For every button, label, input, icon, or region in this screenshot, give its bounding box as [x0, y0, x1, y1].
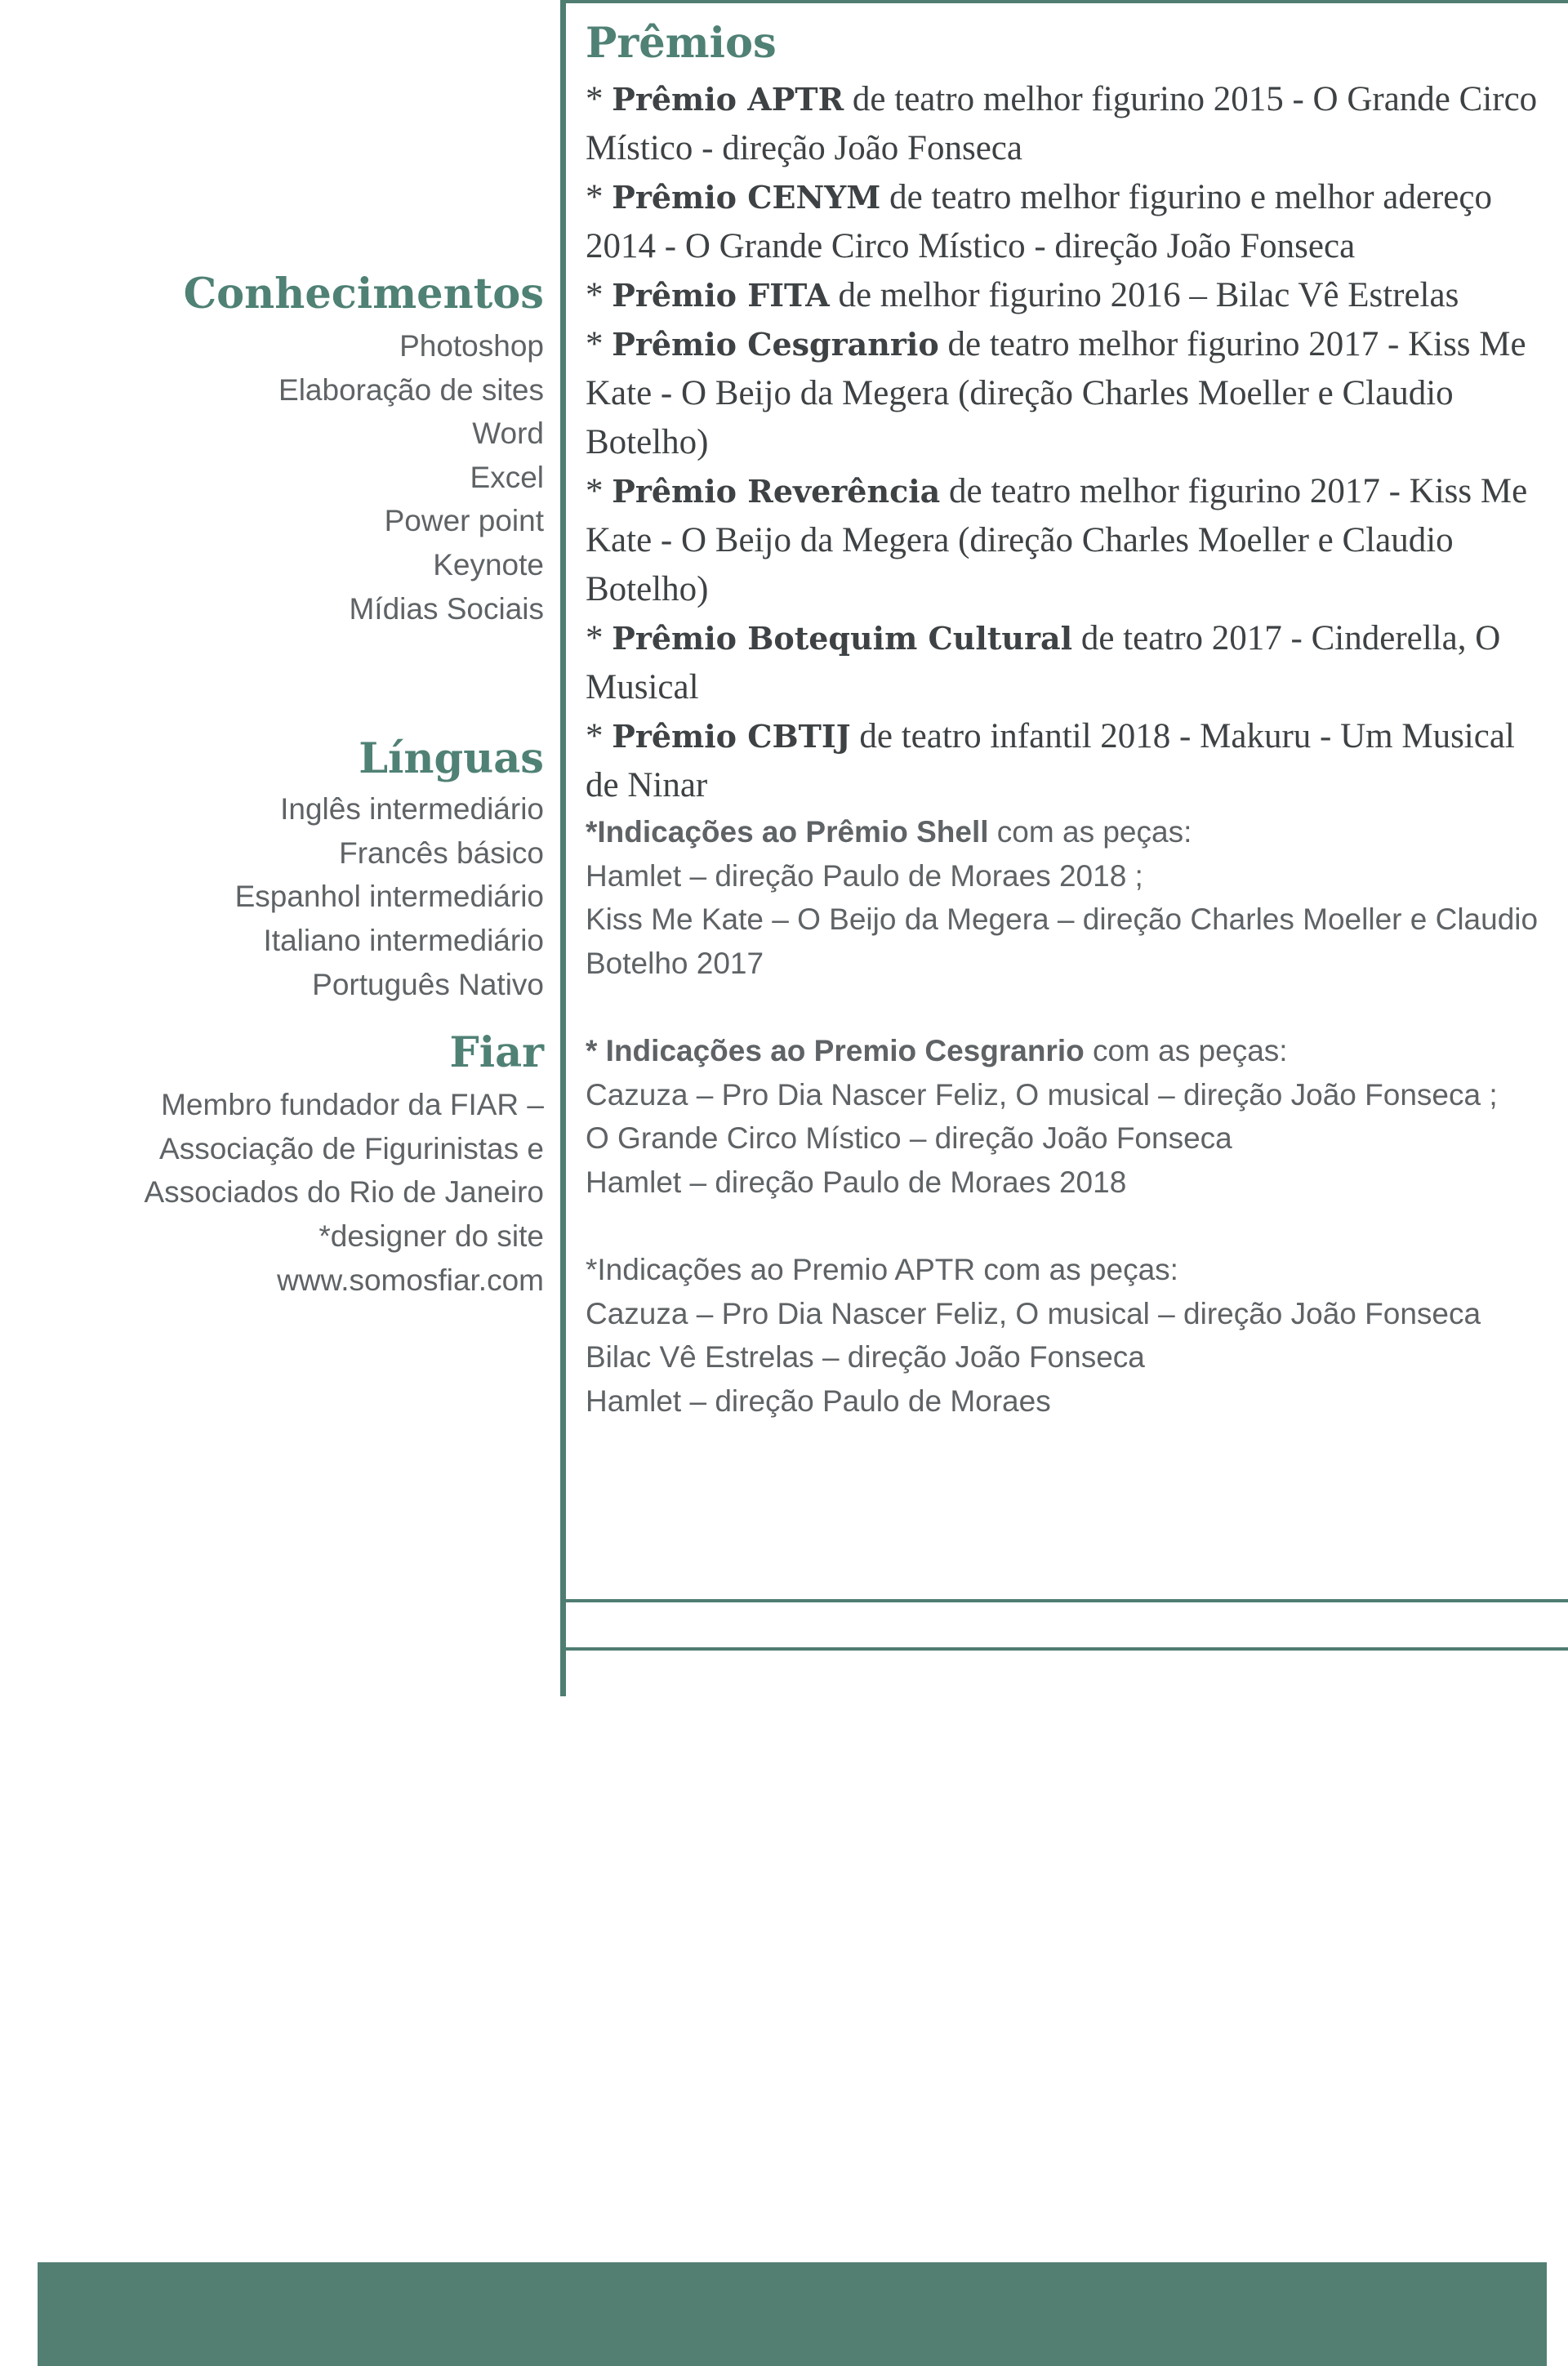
cesgranrio-nominations: [586, 1029, 1553, 1204]
award-name: Prêmio Reverência: [612, 473, 941, 510]
list-item: Italiano intermediário: [263, 923, 544, 957]
list-item: Keynote: [433, 547, 544, 581]
nomination-item: Bilac Vê Estrelas – direção João Fonseca: [586, 1340, 1145, 1375]
list-item: Francês básico: [339, 835, 544, 870]
right-column: [586, 15, 1553, 1423]
conhecimentos-title: Conhecimentos: [183, 270, 544, 319]
premios-title: Prêmios: [586, 19, 777, 68]
fiar-line: Membro fundador da FIAR –: [161, 1088, 544, 1122]
award-item: * Prêmio Cesgranrio de teatro melhor figurino 2017 - Kiss Me Kate - O Beijo da Megera (direção Charles Moeller e Claudio Botelho): [586, 325, 1526, 461]
list-item: Português Nativo: [312, 967, 544, 1001]
bottom-rule-1: [566, 1599, 1568, 1602]
award-item: * Prêmio Reverência de teatro melhor figurino 2017 - Kiss Me Kate - O Beijo da Megera (direção Charles Moeller e Claudio Botelho): [586, 472, 1528, 608]
fiar-line: *designer do site: [318, 1219, 544, 1253]
award-item: * Prêmio CBTIJ de teatro infantil 2018 - Makuru - Um Musical de Ninar: [586, 717, 1515, 804]
nomination-item: Hamlet – direção Paulo de Moraes 2018: [586, 1165, 1127, 1199]
nomination-item: O Grande Circo Místico – direção João Fonseca: [586, 1121, 1232, 1156]
list-item: Power point: [384, 504, 544, 538]
spacer: [586, 985, 1553, 1029]
linguas-title: Línguas: [359, 734, 544, 784]
award-name: Prêmio CENYM: [612, 179, 881, 216]
nomination-item: Hamlet – direção Paulo de Moraes 2018 ;: [586, 858, 1143, 893]
nomination-heading: *Indicações ao Premio APTR com as peças:: [586, 1252, 1178, 1286]
award-name: Prêmio APTR: [612, 81, 844, 118]
list-item: Photoshop: [399, 329, 544, 363]
left-column: [82, 265, 544, 1302]
conhecimentos-section: [82, 265, 544, 630]
nomination-item: Kiss Me Kate – O Beijo da Megera – direção Charles Moeller e Claudio Botelho 2017: [586, 902, 1539, 980]
aptr-nominations: [586, 1248, 1553, 1423]
award-name: Prêmio FITA: [612, 277, 830, 314]
award-name: Prêmio Botequim Cultural: [612, 620, 1073, 657]
award-item: * Prêmio FITA de melhor figurino 2016 – Bilac Vê Estrelas: [586, 276, 1459, 314]
award-item: * Prêmio Botequim Cultural de teatro 2017 - Cinderella, O Musical: [586, 619, 1501, 706]
fiar-website: www.somosfiar.com: [277, 1263, 544, 1297]
nomination-item: Cazuza – Pro Dia Nascer Feliz, O musical – direção João Fonseca: [586, 1296, 1481, 1330]
award-name: Prêmio Cesgranrio: [612, 326, 939, 363]
conhecimentos-list: [82, 324, 544, 630]
list-item: Inglês intermediário: [280, 792, 544, 827]
bottom-rule-2: [566, 1647, 1568, 1651]
shell-nominations: [586, 810, 1553, 985]
fiar-line: Associação de Figurinistas e: [159, 1131, 544, 1165]
linguas-list: [82, 787, 544, 1006]
nomination-item: Hamlet – direção Paulo de Moraes: [586, 1384, 1051, 1418]
award-name: Prêmio CBTIJ: [612, 718, 851, 755]
spacer: [586, 1204, 1553, 1248]
list-item: Espanhol intermediário: [234, 880, 544, 914]
fiar-line: Associados do Rio de Janeiro: [144, 1175, 544, 1210]
top-rule: [566, 0, 1568, 3]
list-item: Elaboração de sites: [278, 372, 544, 407]
award-item: * Prêmio CENYM de teatro melhor figurino e melhor adereço 2014 - O Grande Circo Místico - direção João Fonseca: [586, 178, 1492, 265]
nomination-heading: * Indicações ao Premio Cesgranrio com as peças:: [586, 1033, 1288, 1067]
list-item: Word: [472, 417, 544, 451]
nomination-heading: *Indicações ao Prêmio Shell com as peças:: [586, 815, 1192, 849]
column-divider: [560, 0, 566, 1696]
list-item: Mídias Sociais: [349, 591, 544, 626]
award-item: * Prêmio APTR de teatro melhor figurino 2015 - O Grande Circo Místico - direção João Fonseca: [586, 80, 1538, 167]
fiar-text: [82, 1083, 544, 1302]
linguas-section: [82, 730, 544, 1006]
awards-list: [586, 75, 1553, 810]
fiar-title: Fiar: [449, 1028, 544, 1078]
list-item: Excel: [470, 460, 544, 494]
fiar-section: [82, 1024, 544, 1302]
footer-bar: [38, 2262, 1547, 2366]
nomination-item: Cazuza – Pro Dia Nascer Feliz, O musical – direção João Fonseca ;: [586, 1077, 1498, 1112]
